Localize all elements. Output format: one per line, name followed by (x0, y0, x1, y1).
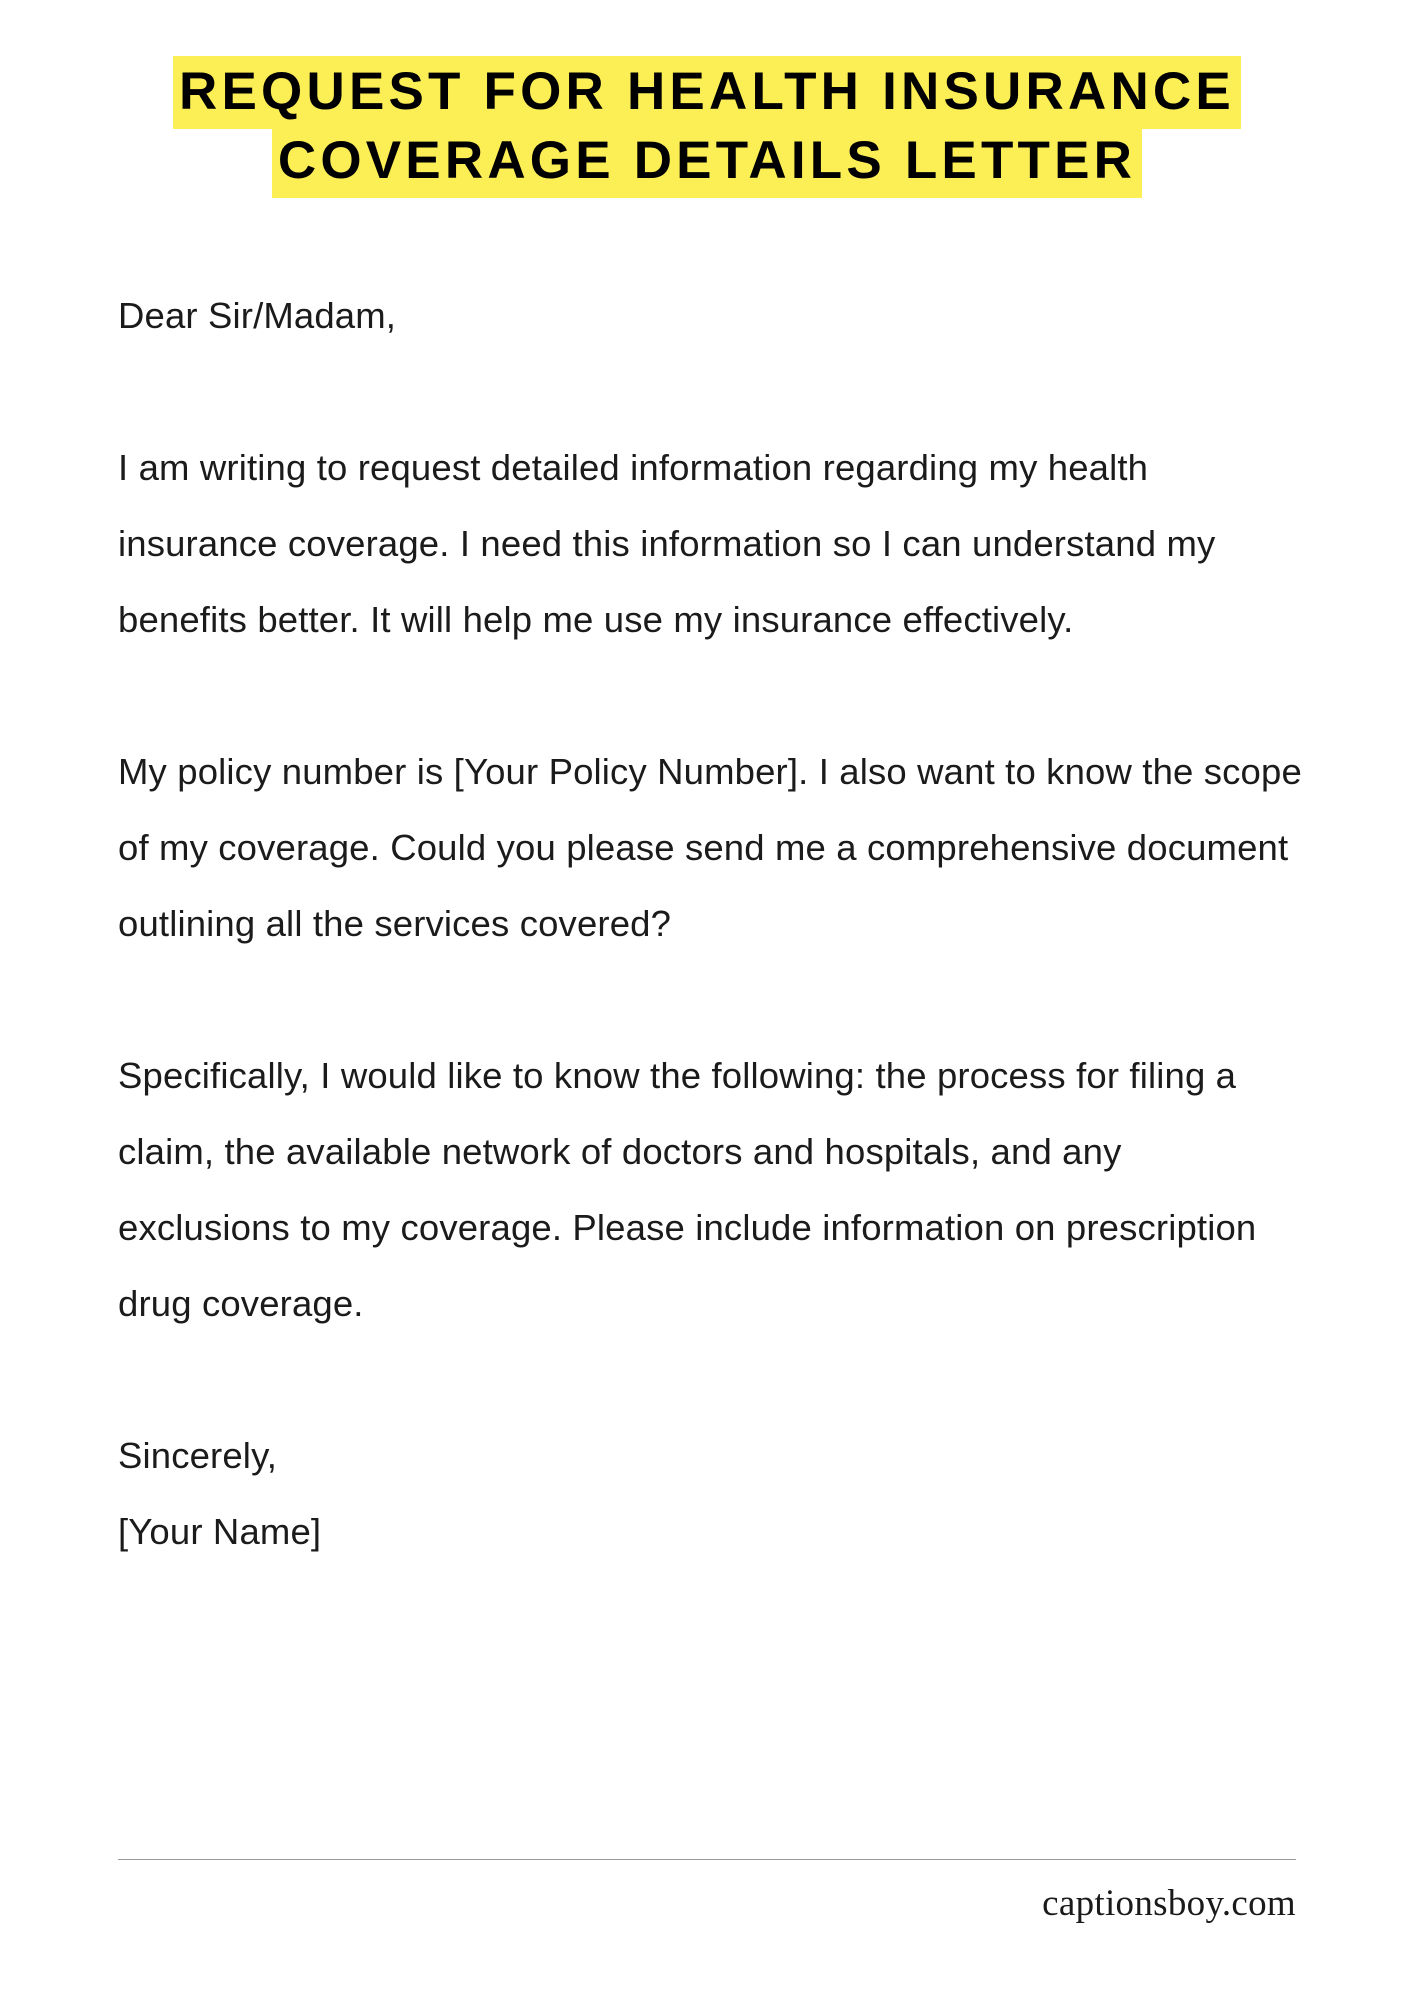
footer-divider (118, 1859, 1296, 1860)
page-title-line-2 (60, 127, 1354, 196)
signature: [Your Name] (118, 1511, 322, 1552)
paragraph-2: My policy number is [Your Policy Number]. I also want to know the scope of my coverage. Could you please send me a comprehensive document outlining all the services covered? (118, 751, 1302, 944)
page-footer (118, 1859, 1296, 1926)
page-title-line-1-text: REQUEST FOR HEALTH INSURANCE (173, 56, 1241, 129)
salutation: Dear Sir/Madam, (118, 295, 397, 336)
page-title-line-1 (60, 58, 1354, 127)
page-title-line-2-text: COVERAGE DETAILS LETTER (272, 125, 1142, 198)
page-title (0, 58, 1414, 196)
closing: Sincerely, (118, 1435, 278, 1476)
footer-site-name: captionsboy.com (1042, 1882, 1296, 1924)
letter-content (118, 278, 1303, 1570)
paragraph-3: Specifically, I would like to know the following: the process for filing a claim, the available network of doctors and hospitals, and any exclusions to my coverage. Please include information on prescription drug coverage. (118, 1055, 1257, 1324)
paragraph-1: I am writing to request detailed information regarding my health insurance coverage. I need this information so I can understand my benefits better. It will help me use my insurance effectively. (118, 447, 1216, 640)
